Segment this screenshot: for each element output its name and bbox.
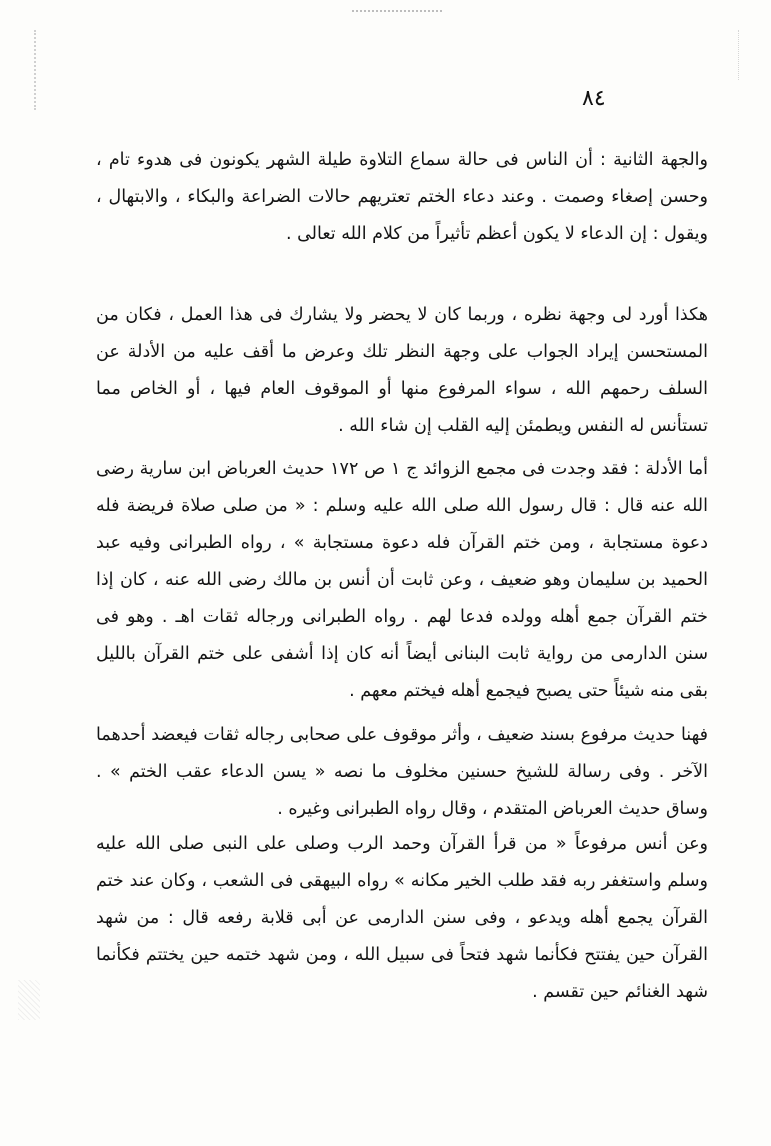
scan-artifact-top [352, 10, 442, 15]
paragraph-evidence [96, 451, 708, 710]
paragraph-text: وعن أنس مرفوعاً « من قرأ القرآن وحمد الرب وصلى على النبى صلى الله عليه وسلم واستغفر ربه فقد طلب الخير مكانه » رواه البيهقى فى الشعب ، وكان عند ختم القرآن يجمع أهله ويدعو ، وفى سنن الدارمى عن أبى قلابة رفعه قال : من شهد القرآن حين يفتتح فكأنما شهد فتحاً فى سبيل الله ، ومن شهد ختمه حين يختتم فكأنما شهد الغنائم حين تقسم . [96, 834, 708, 1002]
paragraph-weak-chain [96, 717, 708, 828]
paragraph-second-aspect [96, 142, 708, 253]
paragraph-anas-narration [96, 826, 708, 1011]
paragraph-view-response [96, 297, 708, 445]
paragraph-text: أما الأدلة : فقد وجدت فى مجمع الزوائد ج ١ ص ١٧٢ حديث العرباض ابن سارية رضى الله عنه قال : قال رسول الله صلى الله عليه وسلم : « من صلى صلاة فريضة فله دعوة مستجابة ، ومن ختم القرآن فله دعوة مستجابة » ، رواه الطبرانى وفيه عبد الحميد بن سليمان وهو ضعيف ، وعن ثابت أن أنس بن مالك رضى الله عنه ، كان إذا ختم القرآن جمع أهله وولده فدعا لهم . رواه الطبرانى ورجاله ثقات اهـ . وهو فى سنن الدارمى من رواية ثابت البنانى أيضاً أنه كان إذا أشفى على ختم القرآن بالليل بقى منه شيئاً حتى يصبح فيجمع أهله فيختم معهم . [96, 459, 708, 701]
page-number: ٨٤ [582, 86, 606, 111]
paragraph-text: هكذا أورد لى وجهة نظره ، وربما كان لا يحضر ولا يشارك فى هذا العمل ، فكان من المستحسن إيراد الجواب على وجهة النظر تلك وعرض ما أقف عليه من الأدلة عن السلف رحمهم الله ، سواء المرفوع منها أو الموقوف العام فيها ، أو الخاص مما تستأنس له النفس ويطمئن إليه القلب إن شاء الله . [96, 305, 708, 436]
paragraph-text: فهنا حديث مرفوع بسند ضعيف ، وأثر موقوف على صحابى رجاله ثقات فيعضد أحدهما الآخر . وفى رسالة للشيخ حسنين مخلوف ما نصه « يسن الدعاء عقب الختم » . وساق حديث العرباض المتقدم ، وقال رواه الطبرانى وغيره . [96, 725, 708, 819]
scan-artifact-right [738, 30, 741, 80]
scan-artifact-bottom-left [18, 980, 40, 1020]
scan-artifact-left [34, 30, 39, 110]
paragraph-text: والجهة الثانية : أن الناس فى حالة سماع التلاوة طيلة الشهر يكونون فى هدوء تام ، وحسن إصغاء وصمت . وعند دعاء الختم تعتريهم حالات الضراعة والبكاء ، والابتهال ، ويقول : إن الدعاء لا يكون أعظم تأثيراً من كلام الله تعالى . [96, 150, 708, 244]
